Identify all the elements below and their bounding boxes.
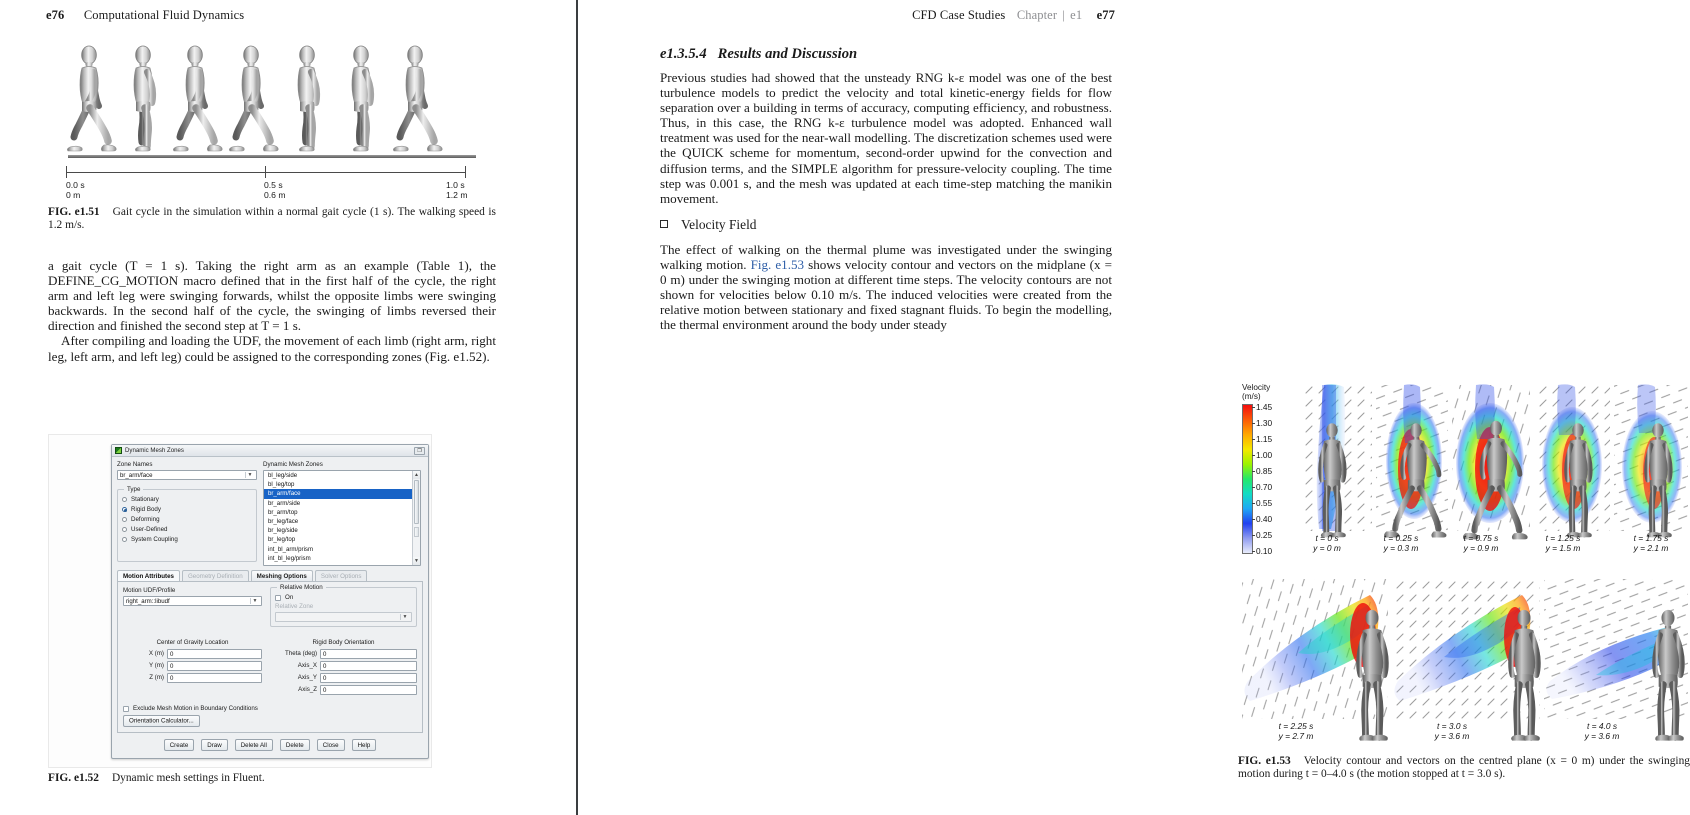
list-item[interactable]: int_bl_leg/prism (268, 554, 311, 562)
axis-label-0: 0.0 s 0 m (66, 180, 85, 200)
dynamic-mesh-zones-list[interactable] (263, 470, 421, 566)
cog-field-value[interactable]: 0 (167, 661, 262, 671)
type-group (117, 486, 257, 562)
cfd-panel-t30 (1394, 579, 1540, 741)
relative-motion-group (270, 584, 417, 627)
tab-geometry-definition[interactable]: Geometry Definition (182, 570, 249, 581)
cog-field-z[interactable] (123, 673, 262, 683)
list-item[interactable]: bl_leg/side (268, 472, 298, 479)
chevron-down-icon[interactable]: ▼ (245, 472, 254, 478)
figure-crossref-link[interactable]: Fig. e1.53 (750, 256, 805, 272)
radio-icon[interactable] (122, 497, 127, 502)
gait-axis-labels (66, 181, 474, 207)
type-option-user-defined[interactable] (122, 526, 252, 533)
paragraph-results: Previous studies had showed that the unsteady RNG k-ε model was one of the best turbulence models to predict the velocity and total kinetic-energy fields for flow separation over a building in terms of accuracy, computing efficiency, and robustness. Thus, in this case, the RNG k-ε turbulence model was adopted. Enhanced wall treatment was used for the near-wall modelling. The discretization schemes used were the QUICK scheme for momentum, second-order upwind for the convection and diffusion terms, and the SIMPLE algorithm for pressure-velocity coupling. The time step was 0.001 s, and the mesh was updated at each time-step matching the manikin movement. (660, 70, 1112, 206)
running-title-right: CFD Case Studies (912, 8, 1006, 22)
list-item[interactable]: int_bl_arm/prism (268, 545, 314, 553)
orientation-field-label: Axis_Y (297, 674, 318, 682)
type-option-rigid-body[interactable] (122, 506, 252, 513)
close-icon[interactable]: ❐ (414, 447, 425, 455)
figure-e1-51 (66, 42, 476, 200)
type-option-label: Stationary (131, 496, 159, 503)
radio-icon[interactable] (122, 527, 127, 532)
axis-tick-2 (465, 166, 466, 178)
figure-e1-53 (1238, 383, 1690, 781)
scrollbar-thumb[interactable] (414, 480, 419, 524)
zone-names-combo[interactable] (117, 470, 257, 480)
list-item[interactable]: br_leg/side (268, 527, 298, 535)
chevron-down-icon[interactable]: ▼ (400, 614, 409, 620)
gait-ground-line (68, 155, 476, 158)
paragraph-velocity (660, 242, 1112, 333)
motion-attributes-panel (117, 581, 423, 733)
tab-solver-options[interactable]: Solver Options (315, 570, 368, 581)
help-button[interactable]: Help (352, 739, 377, 751)
left-page (0, 0, 575, 815)
type-group-label: Type (124, 486, 143, 493)
chapter-mark: Chapter (1016, 8, 1058, 22)
checkbox-icon[interactable] (123, 706, 129, 712)
orientation-field-value[interactable]: 0 (320, 673, 417, 683)
cfd-contour-panels-svg (1238, 383, 1690, 733)
caption-label-e1-52: FIG. e1.52 (48, 772, 99, 784)
motion-udf-label: Motion UDF/Profile (123, 587, 176, 594)
list-item-selected[interactable]: br_arm/face (264, 489, 420, 498)
zone-names-label: Zone Names (117, 461, 153, 468)
list-item[interactable]: br_arm/side (268, 499, 301, 507)
list-item[interactable]: br_arm/top (268, 508, 298, 516)
list-item[interactable]: bl_leg/top (268, 481, 295, 489)
dialog-body (112, 457, 428, 755)
chapter-number: e1 (1070, 8, 1083, 22)
orientation-calculator-button[interactable]: Orientation Calculator... (123, 715, 200, 727)
cog-field-label: Y (m) (148, 662, 164, 670)
caption-text-e1-51: Gait cycle in the simulation within a normal gait cycle (1 s). The walking speed is 1.2 m/s. (48, 206, 496, 232)
folio-left: e76 (46, 8, 65, 22)
dialog-button-row (117, 739, 423, 751)
exclude-mesh-motion-checkbox[interactable] (123, 705, 417, 712)
tab-meshing-options[interactable]: Meshing Options (251, 570, 313, 581)
scroll-up-icon[interactable]: ▲ (414, 472, 419, 478)
motion-udf-combo[interactable] (123, 596, 262, 606)
scroll-down-icon[interactable]: ▼ (414, 558, 419, 564)
axis-tick-0 (66, 166, 67, 178)
dialog-tabs (117, 570, 423, 581)
gait-figure-row (68, 42, 476, 158)
panel-label-t225: t = 2.25 s y = 2.7 m (1278, 721, 1314, 741)
cfd-panel-t025 (1376, 384, 1448, 537)
subsection-title: Velocity Field (681, 216, 757, 232)
radio-icon[interactable] (122, 517, 127, 522)
type-option-deforming[interactable] (122, 516, 252, 523)
orientation-group-label: Rigid Body Orientation (312, 639, 375, 646)
caption-e1-53 (1238, 755, 1690, 781)
orientation-field-label: Axis_X (297, 662, 318, 670)
type-option-stationary[interactable] (122, 496, 252, 503)
checkbox-icon[interactable] (275, 595, 281, 601)
axis-label-2: 1.0 s 1.2 m (446, 180, 468, 200)
running-head-left (46, 8, 244, 23)
caption-e1-52 (48, 772, 468, 785)
gait-walkers-svg (68, 42, 476, 158)
orientation-field-value[interactable]: 0 (320, 661, 417, 671)
axis-label-1: 0.5 s 0.6 m (264, 180, 286, 200)
cfd-panel-t225 (1242, 579, 1388, 741)
relative-zone-label: Relative Zone (275, 603, 314, 610)
chevron-down-icon[interactable]: ▼ (250, 598, 259, 604)
colorbar-tick: 0.40 (1256, 513, 1273, 524)
colorbar-tick: 0.55 (1256, 497, 1273, 508)
relative-motion-on-checkbox[interactable] (275, 594, 412, 601)
cog-field-x[interactable] (123, 649, 262, 659)
orientation-field-value[interactable]: 0 (320, 685, 417, 695)
type-option-label: User-Defined (131, 526, 168, 533)
panel-label-t025: t = 0.25 s y = 0.3 m (1383, 533, 1419, 553)
axis-line (66, 172, 466, 173)
paragraph-velocity-part-a: The effect of walking on the thermal plume was investigated under the swinging walking motion. (660, 241, 1112, 272)
radio-icon[interactable] (122, 537, 127, 542)
tab-motion-attributes[interactable]: Motion Attributes (117, 570, 180, 581)
orientation-group (270, 639, 417, 697)
type-option-system-coupling[interactable] (122, 536, 252, 543)
colorbar-tick: 1.00 (1256, 449, 1273, 460)
section-number: e1.3.5.4 (660, 46, 707, 62)
panel-label-t0: t = 0 s y = 0 m (1313, 533, 1341, 553)
colorbar-tick: 0.85 (1256, 465, 1273, 476)
panel-label-t175: t = 1.75 s y = 2.1 m (1633, 533, 1669, 553)
cog-field-label: Z (m) (149, 674, 164, 682)
colorbar-title: Velocity (m/s) (1242, 383, 1271, 402)
dialog-title: Dynamic Mesh Zones (125, 447, 184, 454)
paragraph-velocity-part-b: shows velocity contour and vectors on the midplane (x = 0 m) under the swinging motion at different time steps. The velocity contours are not shown for velocities below 0.10 m/s. The induced velocities were created from the relative motion between stationary and fixed stagnant fluids. To begin the modelling, the thermal environment around the body under steady (660, 256, 1112, 333)
cog-field-y[interactable] (123, 661, 262, 671)
cog-group (123, 639, 262, 697)
motion-udf-value: right_arm::libudf (126, 597, 170, 605)
draw-button[interactable]: Draw (201, 739, 227, 751)
panel-label-t125: t = 1.25 s y = 1.5 m (1545, 533, 1581, 553)
caption-e1-51 (48, 206, 496, 232)
colorbar-tick: 0.25 (1256, 529, 1273, 540)
cfd-panel-t075 (1452, 384, 1530, 539)
delete-all-button[interactable]: Delete All (235, 739, 273, 751)
dialog-titlebar (112, 445, 428, 457)
colorbar-tick: 0.10 (1256, 545, 1273, 556)
panel-label-t30: t = 3.0 s y = 3.6 m (1434, 721, 1470, 741)
square-bullet-icon (660, 220, 668, 228)
cog-field-value[interactable]: 0 (167, 649, 262, 659)
section-title: Results and Discussion (717, 46, 858, 62)
figure-e1-52 (48, 434, 432, 768)
paragraph-2: After compiling and loading the UDF, the movement of each limb (right arm, right leg, left arm, and left leg) could be assigned to the corresponding zones (Fig. e1.52). (48, 333, 496, 364)
relative-motion-label: Relative Motion (277, 584, 326, 591)
cog-field-value[interactable]: 0 (167, 673, 262, 683)
orientation-field-label: Theta (deg) (285, 650, 318, 658)
orientation-field-axis-y[interactable] (270, 673, 417, 683)
colorbar-tick: 0.70 (1256, 481, 1273, 492)
fluent-app-icon (115, 447, 122, 454)
left-body-text (48, 258, 496, 364)
right-page (580, 0, 1690, 815)
type-option-label: Deforming (131, 516, 160, 523)
colorbar-tick: 1.30 (1256, 417, 1273, 428)
exclude-mesh-motion-label: Exclude Mesh Motion in Boundary Conditions (133, 705, 258, 712)
colorbar-tick: 1.45 (1256, 401, 1273, 412)
type-option-label: System Coupling (131, 536, 178, 543)
orientation-field-label: Axis_Z (298, 686, 318, 694)
close-button[interactable]: Close (317, 739, 345, 751)
list-scrollbar[interactable] (412, 471, 420, 565)
delete-button[interactable]: Delete (280, 739, 310, 751)
panel-label-t40: t = 4.0 s y = 3.6 m (1584, 721, 1620, 741)
axis-tick-1 (265, 166, 266, 178)
right-body-text (660, 46, 1112, 332)
running-title-left: Computational Fluid Dynamics (83, 8, 245, 22)
list-item[interactable]: br_leg/top (268, 536, 296, 544)
relative-motion-on-label: On (285, 594, 294, 601)
panel-label-t075: t = 0.75 s y = 0.9 m (1463, 533, 1499, 553)
cfd-panel-t175 (1614, 384, 1688, 537)
cog-field-label: X (m) (148, 650, 164, 658)
caption-text-e1-53: Velocity contour and vectors on the centred plane (x = 0 m) under the swinging motion during t = 0–4.0 s (the motion stopped at t = 3.0 s). (1238, 755, 1690, 781)
zone-names-value: br_arm/face (120, 471, 153, 479)
cfd-panel-t0 (1300, 384, 1372, 537)
cfd-panel-t40 (1544, 579, 1688, 741)
orientation-field-value[interactable]: 0 (320, 649, 417, 659)
cfd-panel-t125 (1534, 384, 1610, 537)
paragraph-1: a gait cycle (T = 1 s). Taking the right arm as an example (Table 1), the DEFINE_CG_MOTION macro defined that in the first half of the cycle, the right arm and left leg were swinging forwards, whilst the opposite limbs were swinging backwards. In the second half of the cycle, the swinging of limbs reversed their direction and finished the second step at T = 1 s. (48, 258, 496, 334)
orientation-field-axis-z[interactable] (270, 685, 417, 695)
caption-label-e1-53: FIG. e1.53 (1238, 755, 1291, 767)
running-head-right (912, 8, 1115, 23)
scrollbar-grip[interactable] (414, 527, 419, 537)
orientation-field-theta[interactable] (270, 649, 417, 659)
gutter-rule (576, 0, 578, 815)
orientation-field-axis-x[interactable] (270, 661, 417, 671)
colorbar-tick: 1.15 (1256, 433, 1273, 444)
gait-timeline-axis (66, 166, 466, 174)
radio-icon-selected[interactable] (122, 507, 127, 512)
folio-right: e77 (1096, 8, 1115, 22)
cog-group-label: Center of Gravity Location (156, 639, 229, 646)
chapter-separator: | (1062, 8, 1065, 22)
caption-label-e1-51: FIG. e1.51 (48, 206, 100, 218)
subsection-velocity-field (660, 217, 1112, 233)
dynamic-mesh-zones-dialog[interactable] (111, 444, 429, 759)
create-button[interactable]: Create (164, 739, 195, 751)
type-option-label: Rigid Body (131, 506, 161, 513)
zones-list-label: Dynamic Mesh Zones (263, 461, 323, 468)
caption-text-e1-52: Dynamic mesh settings in Fluent. (111, 772, 265, 784)
relative-zone-combo[interactable] (275, 612, 412, 622)
section-heading (660, 46, 1112, 63)
list-item[interactable]: br_leg/face (268, 517, 299, 525)
